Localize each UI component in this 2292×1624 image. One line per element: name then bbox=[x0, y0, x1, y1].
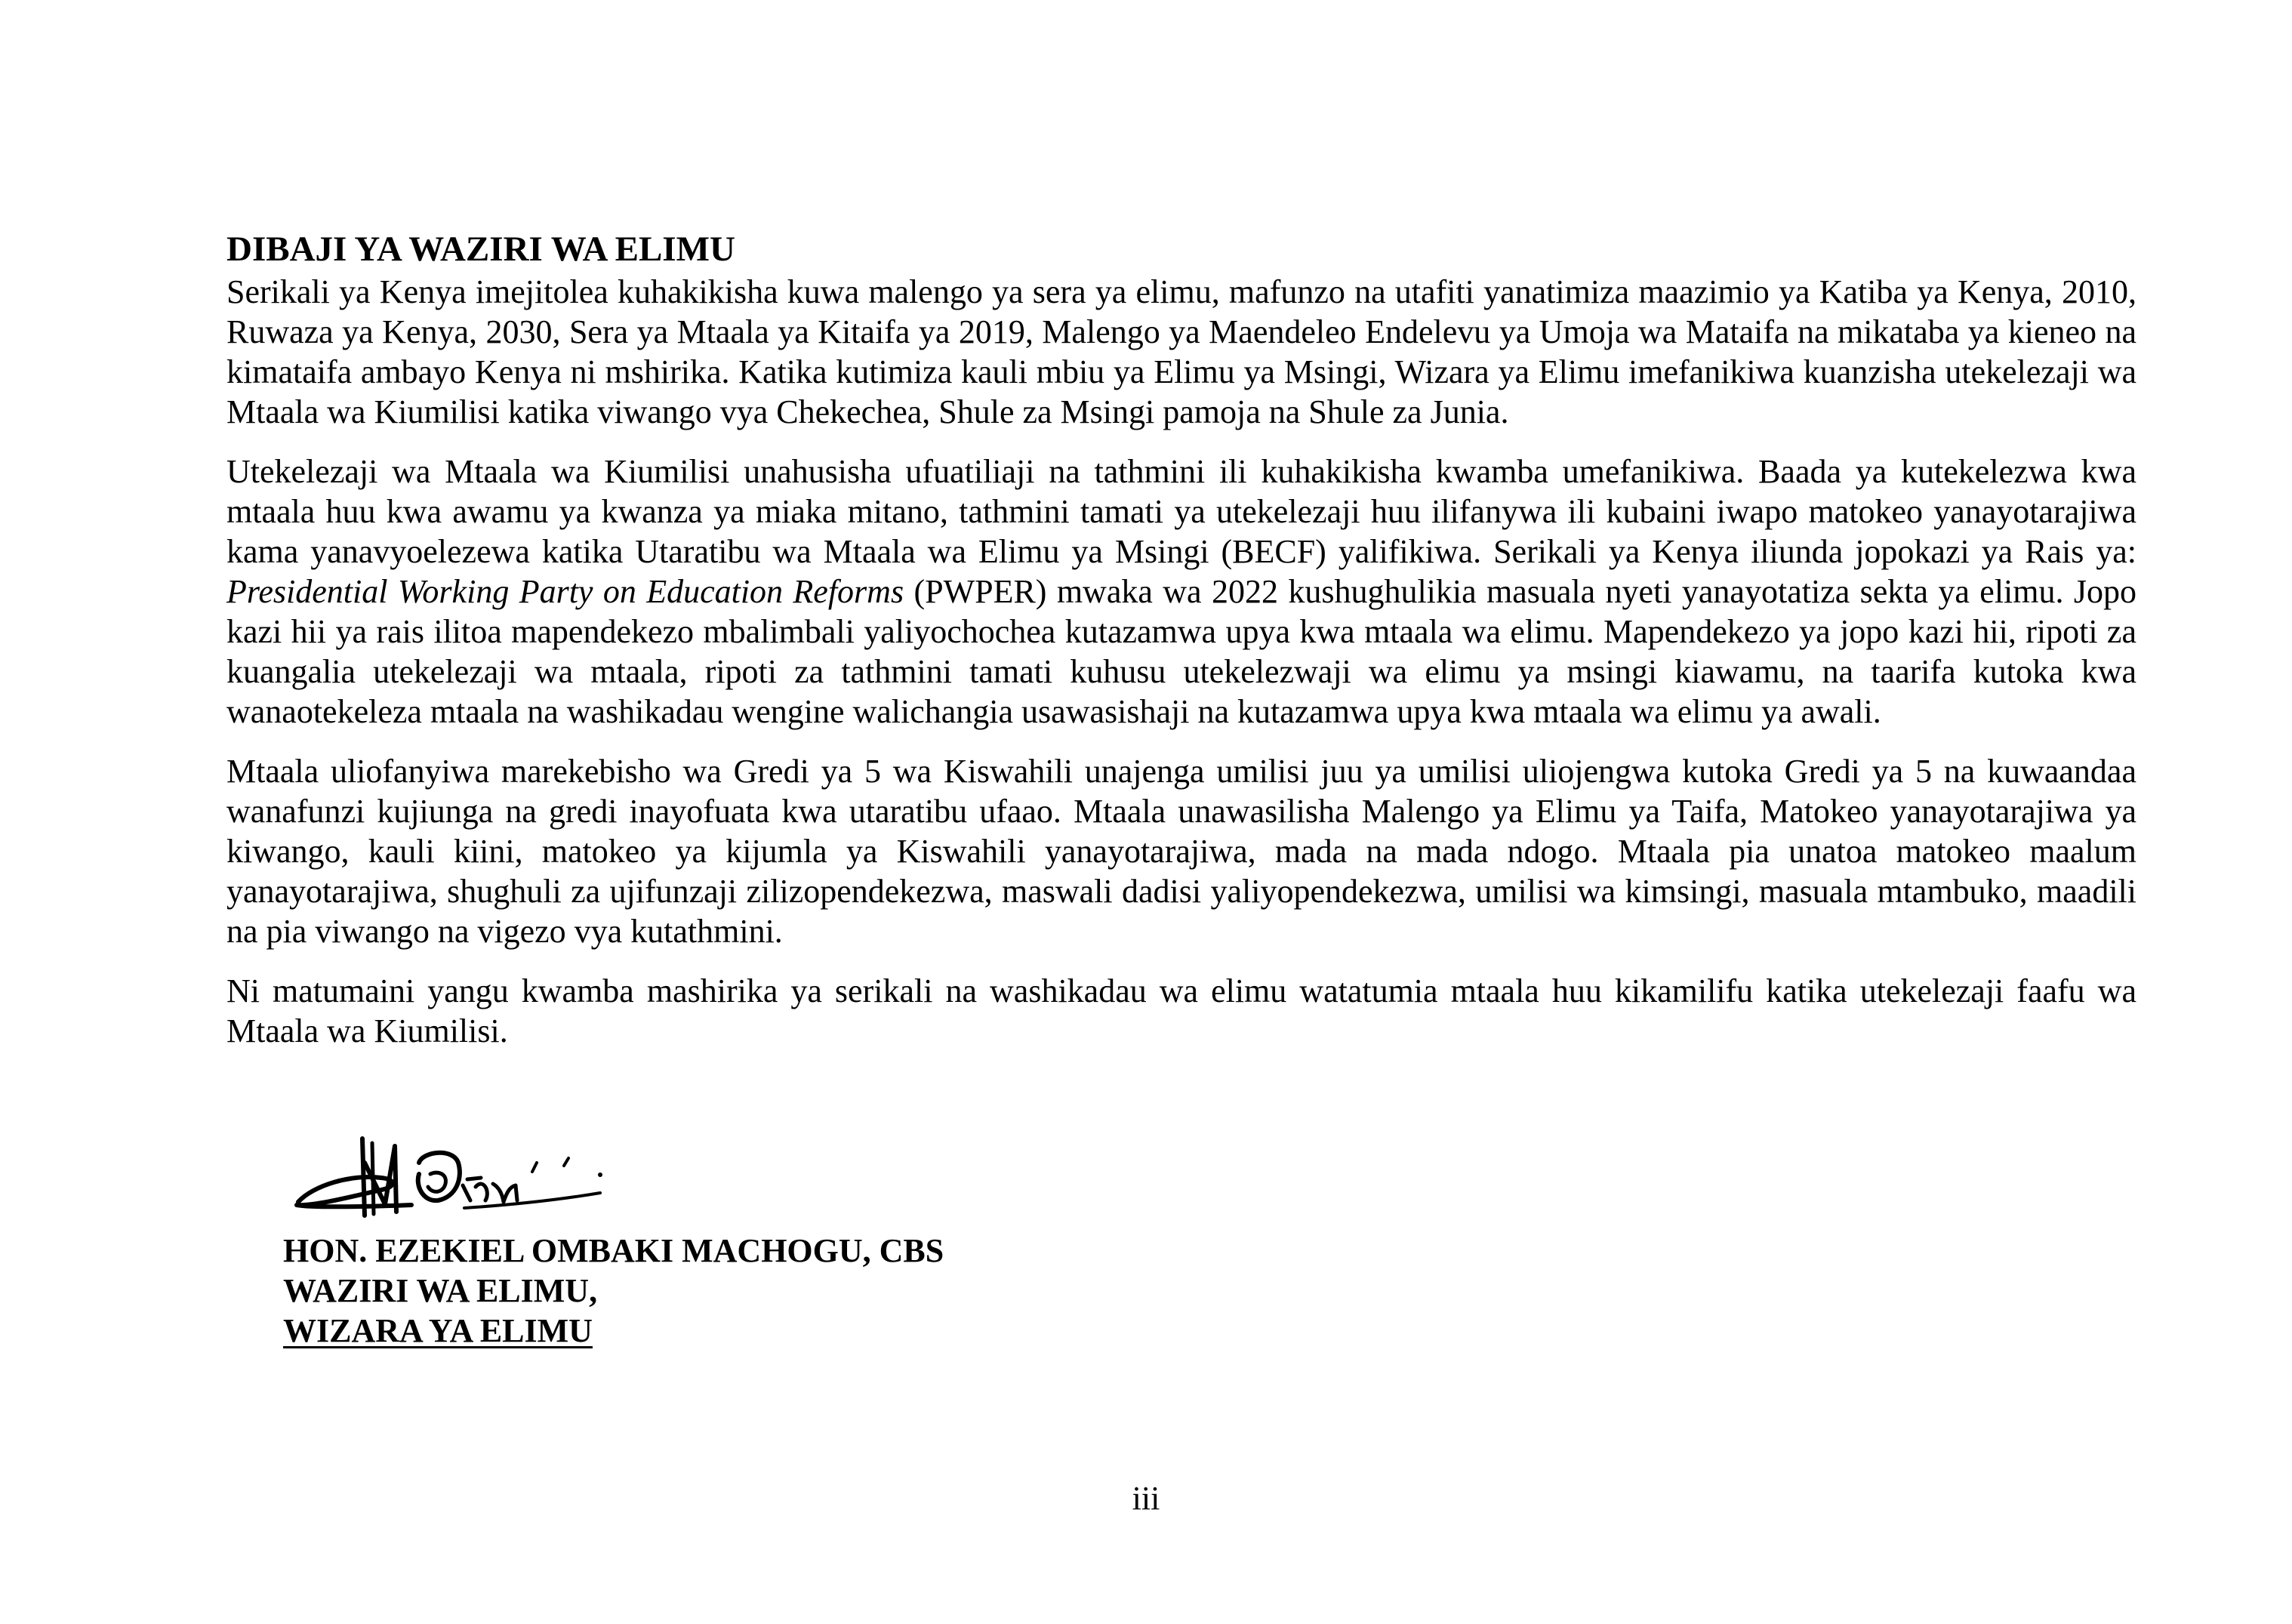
signature-block bbox=[283, 1132, 1189, 1351]
page-number: iii bbox=[1132, 1480, 1160, 1517]
paragraph-1: Serikali ya Kenya imejitolea kuhakikisha kuwa malengo ya sera ya elimu, mafunzo na utafiti yanatimiza maazimio ya Katiba ya Kenya, 2010, Ruwaza ya Kenya, 2030, Sera ya Mtaala ya Kitaifa ya 2019, Malengo ya Maendeleo Endelevu ya Umoja wa Mataifa na mikataba ya kieneo na kimataifa ambayo Kenya ni mshirika. Katika kutimiza kauli mbiu ya Elimu ya Msingi, Wizara ya Elimu imefanikiwa kuanzisha utekelezaji wa Mtaala wa Kiumilisi katika viwango vya Chekechea, Shule za Msingi pamoja na Shule za Junia. bbox=[226, 273, 2136, 430]
page-content bbox=[226, 226, 2136, 1071]
signatory-ministry: WIZARA YA ELIMU bbox=[283, 1312, 593, 1349]
paragraph-2 bbox=[226, 451, 2136, 732]
signatory-name: HON. EZEKIEL OMBAKI MACHOGU, CBS bbox=[283, 1232, 944, 1269]
paragraph-3: Mtaala uliofanyiwa marekebisho wa Gredi ya 5 wa Kiswahili unajenga umilisi juu ya umilisi uliojengwa kutoka Gredi ya 5 na kuwaandaa wanafunzi kujiunga na gredi inayofuata kwa utaratibu ufaao. Mtaala unawasilisha Malengo ya Elimu ya Taifa, Matokeo yanayotarajiwa ya kiwango, kauli kiini, matokeo ya kijumla ya Kiswahili yanayotarajiwa, mada na mada ndogo. Mtaala pia unatoa matokeo maalum yanayotarajiwa, shughuli za ujifunzaji zilizopendekezwa, maswali dadisi yaliyopendekezwa, umilisi wa kimsingi, masuala mtambuko, maadili na pia viwango na vigezo vya kutathmini. bbox=[226, 753, 2136, 950]
handwritten-signature-icon bbox=[283, 1132, 630, 1231]
paragraph-2-text-after: (PWPER) mwaka wa 2022 kushughulikia masuala nyeti yanayotatiza sekta ya elimu. Jopo kazi hii ya rais ilitoa mapendekezo mbalimbali yaliyochochea kutazamwa upya kwa mtaala wa elimu. Mapendekezo ya jopo kazi hii, ripoti za kuangalia utekelezaji wa mtaala, ripoti za tathmini tamati kuhusu utekelezwaji wa elimu ya msingi kiawamu, na taarifa kutoka kwa wanaotekeleza mtaala na washikadau wengine walichangia usawasishaji na kutazamwa upya kwa mtaala wa elimu ya awali. bbox=[226, 573, 2136, 730]
paragraph-2-text-before: Utekelezaji wa Mtaala wa Kiumilisi unahusisha ufuatiliaji na tathmini ili kuhakikisha kwamba umefanikiwa. Baada ya kutekelezwa kwa mtaala huu kwa awamu ya kwanza ya miaka mitano, tathmini tamati ya utekelezaji huu ilifanywa ili kubaini iwapo matokeo yanayotarajiwa kama yanavyoelezewa katika Utaratibu wa Mtaala wa Elimu ya Msingi (BECF) yalifikiwa. Serikali ya Kenya iliunda jopokazi ya Rais ya: bbox=[226, 453, 2136, 570]
page-heading: DIBAJI YA WAZIRI WA ELIMU bbox=[226, 230, 735, 269]
signatory-title: WAZIRI WA ELIMU, bbox=[283, 1272, 598, 1309]
paragraph-2-italic-title: Presidential Working Party on Education Reforms bbox=[226, 573, 904, 610]
paragraph-4: Ni matumaini yangu kwamba mashirika ya serikali na washikadau wa elimu watatumia mtaala huu kikamilifu katika utekelezaji faafu wa Mtaala wa Kiumilisi. bbox=[226, 972, 2136, 1049]
